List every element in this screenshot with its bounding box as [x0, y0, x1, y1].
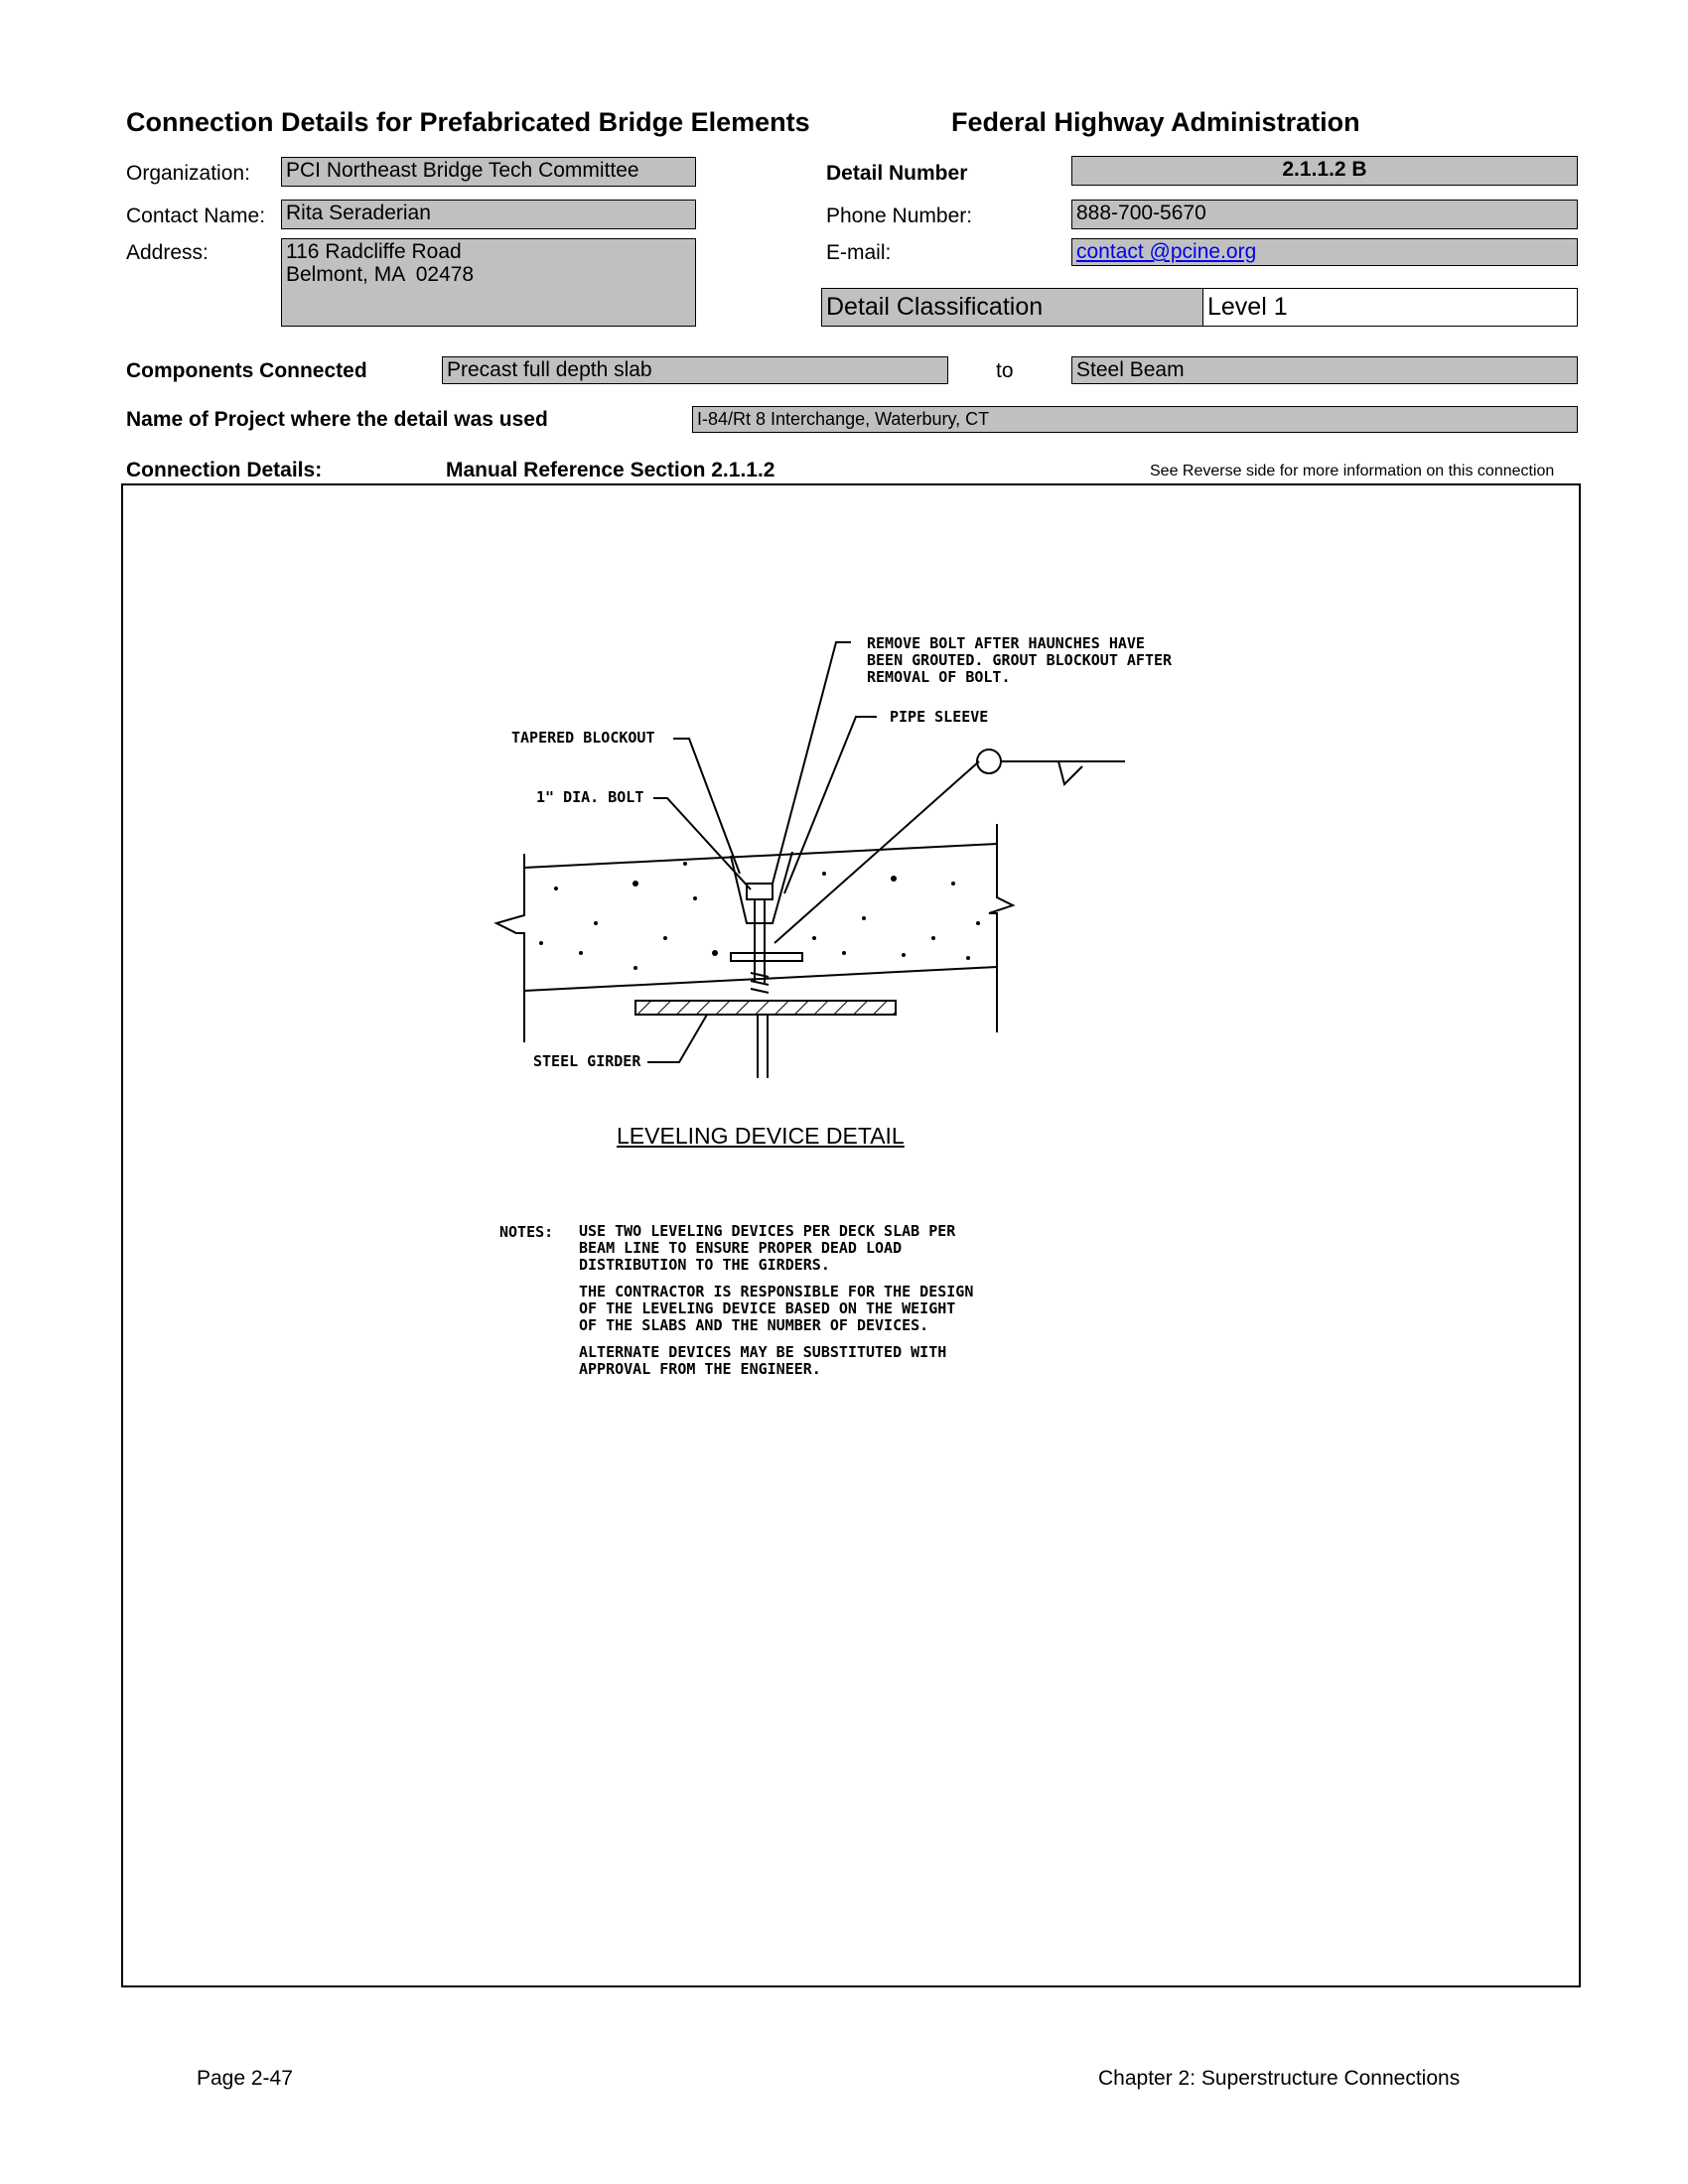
slab-bottom-edge	[524, 967, 997, 991]
slab-left-break	[496, 854, 524, 1042]
leader-steel-girder	[647, 1015, 707, 1062]
drawing-title: LEVELING DEVICE DETAIL	[617, 1123, 905, 1149]
callout-bolt: 1" DIA. BOLT	[536, 788, 644, 806]
leader-remove-bolt	[773, 642, 851, 884]
callout-tapered-blockout: TAPERED BLOCKOUT	[511, 729, 655, 747]
note-2-line2: OF THE LEVELING DEVICE BASED ON THE WEIGHT	[579, 1299, 956, 1317]
callout-pipe-sleeve: PIPE SLEEVE	[890, 708, 989, 726]
notes-block	[579, 1223, 973, 1378]
callout-remove-bolt-line3: REMOVAL OF BOLT.	[867, 668, 1011, 686]
detail-number-field: 2.1.1.2 B	[1071, 156, 1578, 186]
leader-pipe-sleeve	[784, 717, 877, 893]
chapter-title: Chapter 2: Superstructure Connections	[1098, 2067, 1461, 2090]
connection-details-label: Connection Details:	[126, 459, 323, 481]
detail-number-label: Detail Number	[826, 162, 968, 185]
project-label: Name of Project where the detail was used	[126, 408, 548, 431]
organization-field: PCI Northeast Bridge Tech Committee	[281, 157, 696, 187]
callout-remove-bolt	[867, 635, 1172, 686]
weld-all-around-circle	[977, 750, 1001, 773]
note-2-line3: OF THE SLABS AND THE NUMBER OF DEVICES.	[579, 1316, 929, 1334]
callout-steel-girder: STEEL GIRDER	[533, 1052, 641, 1070]
phone-field: 888-700-5670	[1071, 200, 1578, 229]
slab-top-edge	[524, 844, 997, 868]
weld-fillet-symbol	[1058, 761, 1082, 784]
tapered-blockout	[731, 852, 792, 923]
classification-value: Level 1	[1203, 289, 1577, 326]
components-from-field: Precast full depth slab	[442, 356, 948, 384]
pipe-sleeve-plate	[731, 953, 802, 961]
page-number: Page 2-47	[197, 2067, 293, 2090]
classification-label: Detail Classification	[822, 289, 1203, 326]
girder-top-flange	[635, 1001, 896, 1015]
note-1-line1: USE TWO LEVELING DEVICES PER DECK SLAB PER	[579, 1222, 956, 1240]
note-2-line1: THE CONTRACTOR IS RESPONSIBLE FOR THE DESIGN	[579, 1283, 974, 1300]
components-to-field: Steel Beam	[1071, 356, 1578, 384]
manual-reference: Manual Reference Section 2.1.1.2	[446, 459, 775, 481]
callout-remove-bolt-line2: BEEN GROUTED. GROUT BLOCKOUT AFTER	[867, 651, 1173, 669]
components-to-label: to	[996, 359, 1014, 382]
note-1-line3: DISTRIBUTION TO THE GIRDERS.	[579, 1256, 830, 1274]
contact-name-field: Rita Seraderian	[281, 200, 696, 229]
organization-label: Organization:	[126, 162, 250, 185]
notes-label: NOTES:	[499, 1223, 554, 1241]
bolt-shaft	[755, 899, 765, 983]
email-label: E-mail:	[826, 241, 892, 264]
page-title: Connection Details for Prefabricated Bridge Elements	[126, 107, 810, 137]
email-link[interactable]: contact @pcine.org	[1076, 240, 1257, 263]
components-label: Components Connected	[126, 359, 367, 382]
reverse-side-note: See Reverse side for more information on this connection	[1150, 463, 1555, 479]
project-field: I-84/Rt 8 Interchange, Waterbury, CT	[692, 406, 1578, 433]
leader-tapered-blockout	[673, 739, 740, 874]
bolt-threads	[751, 973, 769, 993]
address-label: Address:	[126, 241, 209, 264]
callout-remove-bolt-line1: REMOVE BOLT AFTER HAUNCHES HAVE	[867, 634, 1145, 652]
note-3-line2: APPROVAL FROM THE ENGINEER.	[579, 1360, 821, 1378]
phone-label: Phone Number:	[826, 205, 973, 227]
note-1-line2: BEAM LINE TO ENSURE PROPER DEAD LOAD	[579, 1239, 903, 1257]
girder-web	[758, 1015, 768, 1078]
address-line1: 116 Radcliffe Road	[286, 240, 462, 263]
agency-title: Federal Highway Administration	[951, 107, 1360, 137]
leader-weld	[774, 761, 979, 943]
address-line2: Belmont, MA 02478	[286, 263, 475, 286]
slab-right-break	[989, 824, 1013, 1032]
note-3-line1: ALTERNATE DEVICES MAY BE SUBSTITUTED WITH	[579, 1343, 947, 1361]
contact-name-label: Contact Name:	[126, 205, 266, 227]
bolt-nut	[747, 884, 773, 899]
